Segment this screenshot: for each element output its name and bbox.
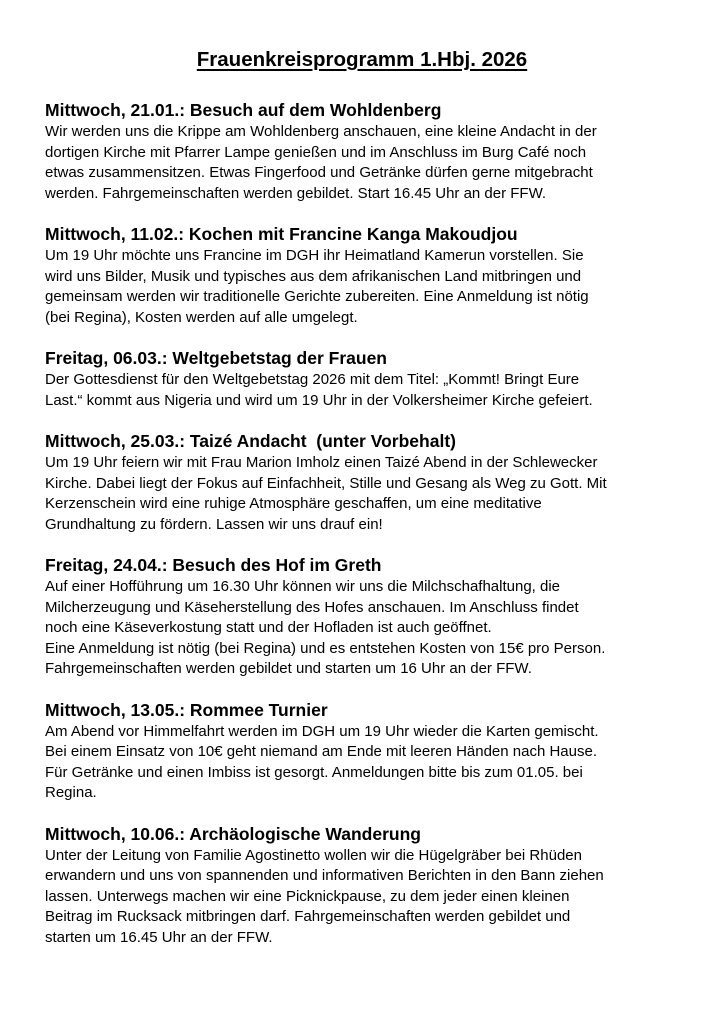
event-item [45,430,695,535]
event-item [45,699,695,804]
event-text-line: Der Gottesdienst für den Weltgebetstag 2026 mit dem Titel: „Kommt! Bringt Eure [45,371,580,388]
event-text-line: Grundhaltung zu fördern. Lassen wir uns drauf ein! [45,515,383,533]
event-heading: Mittwoch, 25.03.: Taizé Andacht (unter Vorbehalt) [45,431,456,451]
event-heading: Mittwoch, 11.02.: Kochen mit Francine Kanga Makoudjou [45,224,518,244]
event-heading: Mittwoch, 21.01.: Besuch auf dem Wohldenberg [45,100,442,120]
event-item [45,99,695,204]
event-item [45,223,695,328]
event-text-line: Wir werden uns die Krippe am Wohldenberg anschauen, eine kleine Andacht in der [45,123,597,140]
page-title-text: Frauenkreisprogramm 1.Hbj. 2026 [196,48,528,71]
event-text-line: Fahrgemeinschaften werden gebildet und starten um 16 Uhr an der FFW. [45,660,532,677]
event-heading: Freitag, 24.04.: Besuch des Hof im Greth [45,555,382,575]
event-text-line: (bei Regina), Kosten werden auf alle umgelegt. [45,308,358,326]
event-heading: Freitag, 06.03.: Weltgebetstag der Frauen [45,348,387,368]
event-text-line: Eine Anmeldung ist nötig (bei Regina) und es entstehen Kosten von 15€ pro Person. [45,639,606,657]
event-text-line: Unter der Leitung von Familie Agostinetto wollen wir die Hügelgräber bei Rhüden [45,846,582,864]
page-title [0,47,724,73]
event-text-line: Um 19 Uhr feiern wir mit Frau Marion Imholz einen Taizé Abend in der Schlewecker [45,454,598,471]
event-text-line: etwas zusammensitzen. Etwas Fingerfood und Getränke dürfen gerne mitgebracht [45,164,593,181]
event-text-line: Kerzenschein wird eine ruhige Atmosphäre geschaffen, um eine meditative [45,495,542,512]
event-text-line: werden. Fahrgemeinschaften werden gebildet. Start 16.45 Uhr an der FFW. [45,184,547,202]
event-text-line: dortigen Kirche mit Pfarrer Lampe genießen und im Anschluss im Burg Café noch [45,143,587,161]
event-text-line: Bei einem Einsatz von 10€ geht niemand am Ende mit leeren Händen nach Hause. [45,743,598,760]
event-text-line: wird uns Bilder, Musik und typisches aus dem afrikanischen Land mitbringen und [45,267,582,285]
event-text-line: noch eine Käseverkostung statt und der Hofladen ist auch geöffnet. [45,619,492,636]
event-text-line: Beitrag im Rucksack mitbringen darf. Fahrgemeinschaften werden gebildet und [45,908,571,925]
event-text-line: Für Getränke und einen Imbiss ist gesorgt. Anmeldungen bitte bis zum 01.05. bei [45,763,583,781]
event-item [45,347,695,411]
event-heading: Mittwoch, 10.06.: Archäologische Wanderung [45,823,421,844]
event-text-line: Milcherzeugung und Käseherstellung des Hofes anschauen. Im Anschluss findet [45,598,579,616]
event-text-line: gemeinsam werden wir traditionelle Gerichte zubereiten. Eine Anmeldung ist nötig [45,288,589,305]
event-list [45,99,695,967]
event-text-line: Um 19 Uhr möchte uns Francine im DGH ihr Heimatland Kamerun vorstellen. Sie [45,247,584,264]
event-text-line: Auf einer Hofführung um 16.30 Uhr können wir uns die Milchschafhaltung, die [45,578,561,595]
event-heading: Mittwoch, 13.05.: Rommee Turnier [45,699,328,720]
event-text-line: Kirche. Dabei liegt der Fokus auf Einfachheit, Stille und Gesang als Weg zu Gott. Mit [45,474,607,492]
event-item [45,554,695,680]
event-text-line: Regina. [45,784,97,801]
event-text-line: lassen. Unterwegs machen wir eine Picknickpause, zu dem jeder einen kleinen [45,887,570,905]
event-item [45,823,695,949]
event-text-line: erwandern und uns von spannenden und informativen Berichten in den Bann ziehen [45,867,604,884]
event-text-line: starten um 16.45 Uhr an der FFW. [45,928,273,946]
event-text-line: Am Abend vor Himmelfahrt werden im DGH um 19 Uhr wieder die Karten gemischt. [45,722,599,740]
event-text-line: Last.“ kommt aus Nigeria und wird um 19 Uhr in der Volkersheimer Kirche gefeiert. [45,391,593,409]
